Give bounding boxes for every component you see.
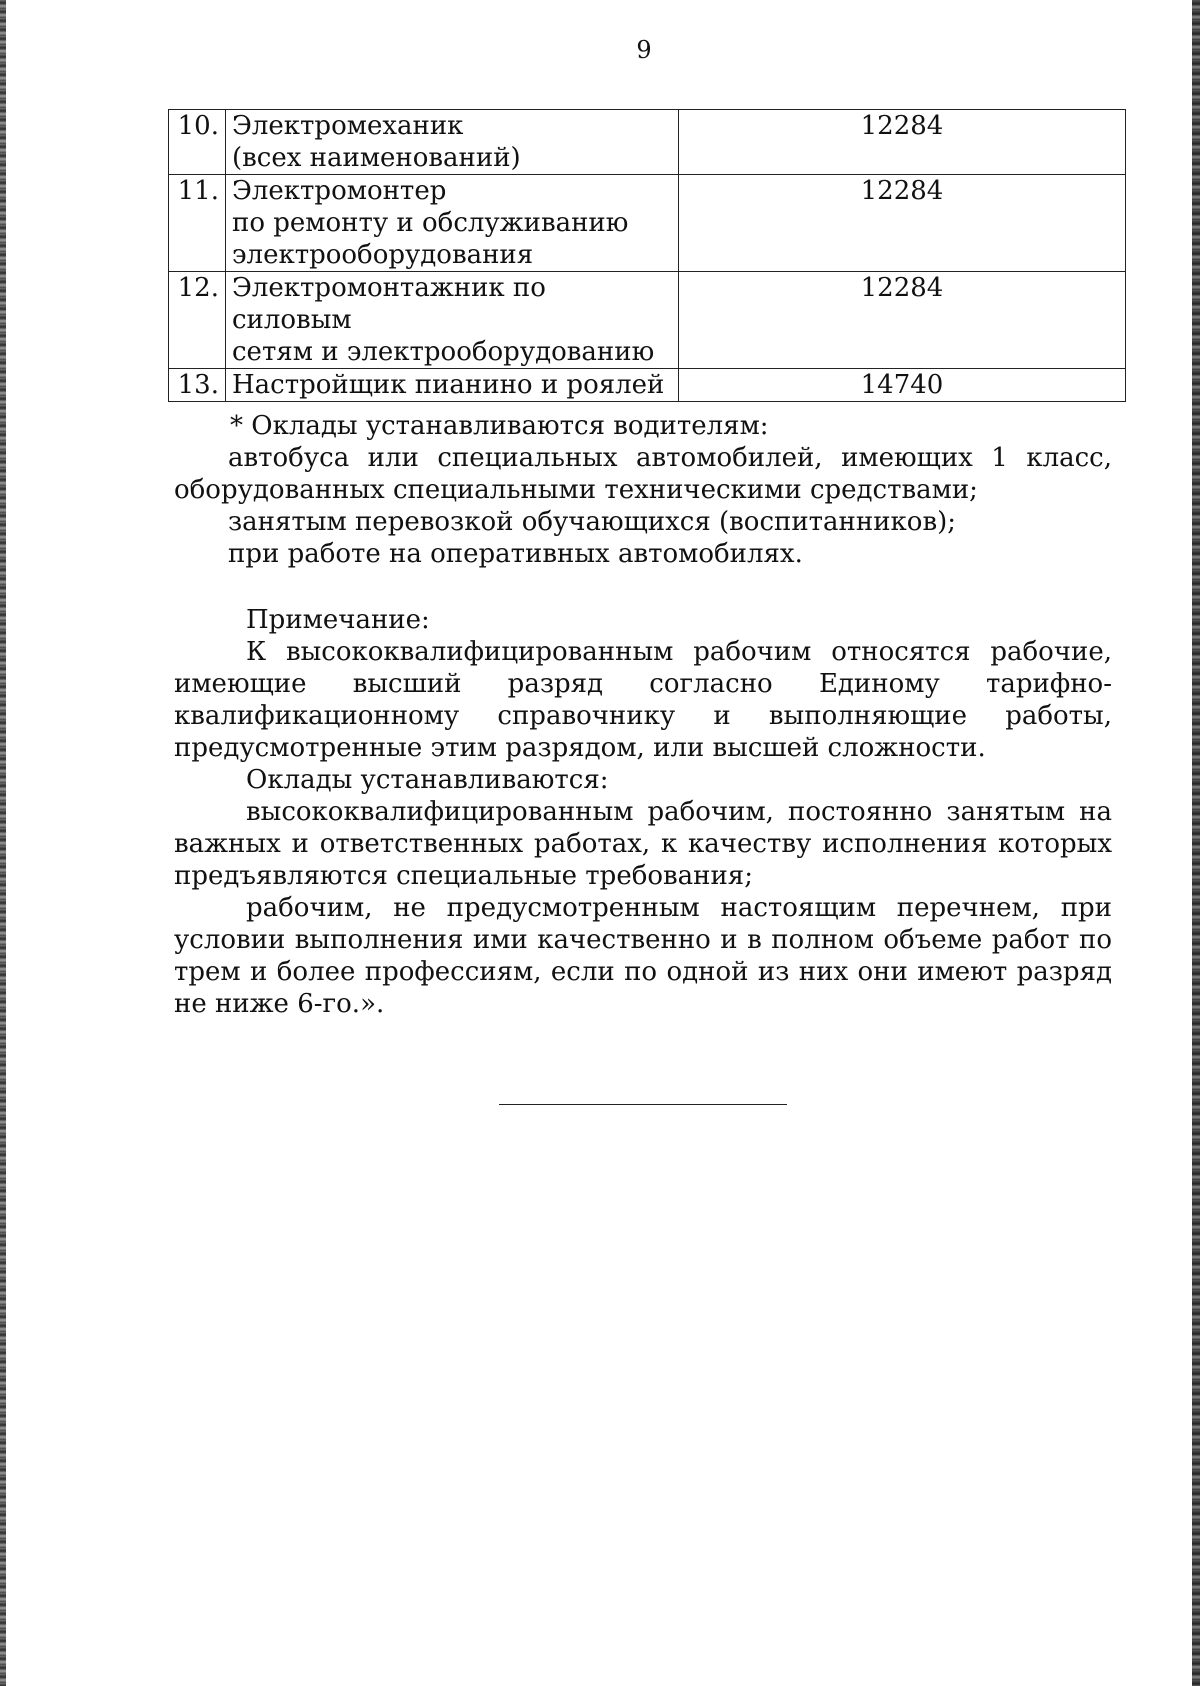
profession-title-line: Настройщик пианино и роялей <box>232 370 665 400</box>
table-row <box>169 175 1126 272</box>
profession-title-line: Электромонтер <box>232 176 447 206</box>
row-number: 11. <box>169 175 226 272</box>
profession-title <box>226 110 679 175</box>
note-item: высококвалифицированным рабочим, постоянно занятым на важных и ответственных работах, к качеству исполнения которых предъявляются специальные требования; <box>174 797 1112 891</box>
profession-title-line: (всех наименований) <box>232 143 521 173</box>
profession-title-line: электрооборудования <box>232 240 534 270</box>
table-row <box>169 272 1126 369</box>
profession-title-line: по ремонту и обслуживанию <box>232 208 629 238</box>
row-number: 10. <box>169 110 226 175</box>
table-row <box>169 110 1126 175</box>
page-number: 9 <box>636 36 652 64</box>
scan-edge-left <box>0 0 6 1686</box>
footnote-item: занятым перевозкой обучающихся (воспитанников); <box>228 507 956 537</box>
salary-value: 12284 <box>679 110 1126 175</box>
salary-table <box>168 109 1126 402</box>
scan-edge-right <box>1192 0 1200 1686</box>
note-set-intro: Оклады устанавливаются: <box>246 765 609 795</box>
profession-title <box>226 272 679 369</box>
footnote-intro: * Оклады устанавливаются водителям: <box>230 411 769 441</box>
footnote-item: при работе на оперативных автомобилях. <box>228 539 803 569</box>
profession-title <box>226 369 679 402</box>
row-number: 13. <box>169 369 226 402</box>
profession-title <box>226 175 679 272</box>
salary-value: 12284 <box>679 175 1126 272</box>
note-item: рабочим, не предусмотренным настоящим перечнем, при условии выполнения ими качественно и в полном объеме работ по трем и более профессиям, если по одной из них они имеют разряд не ниже 6-го.». <box>174 893 1112 1019</box>
profession-title-line: Электромеханик <box>232 111 464 141</box>
profession-title-line: Электромонтажник по силовым <box>232 273 546 335</box>
note-paragraph: К высококвалифицированным рабочим относятся рабочие, имеющие высший разряд согласно Единому тарифно-квалификационному справочнику и выполняющие работы, предусмотренные этим разрядом, или высшей сложности. <box>174 637 1112 763</box>
profession-title-line: сетям и электрооборудованию <box>232 337 655 367</box>
table-row <box>169 369 1126 402</box>
salary-value: 14740 <box>679 369 1126 402</box>
salary-value: 12284 <box>679 272 1126 369</box>
row-number: 12. <box>169 272 226 369</box>
drivers-footnote <box>174 410 1112 570</box>
note-heading: Примечание: <box>246 605 430 635</box>
closing-divider <box>499 1104 787 1105</box>
footnote-item: автобуса или специальных автомобилей, имеющих 1 класс, оборудованных специальными техническими средствами; <box>174 443 1112 505</box>
note-section <box>174 604 1112 1020</box>
